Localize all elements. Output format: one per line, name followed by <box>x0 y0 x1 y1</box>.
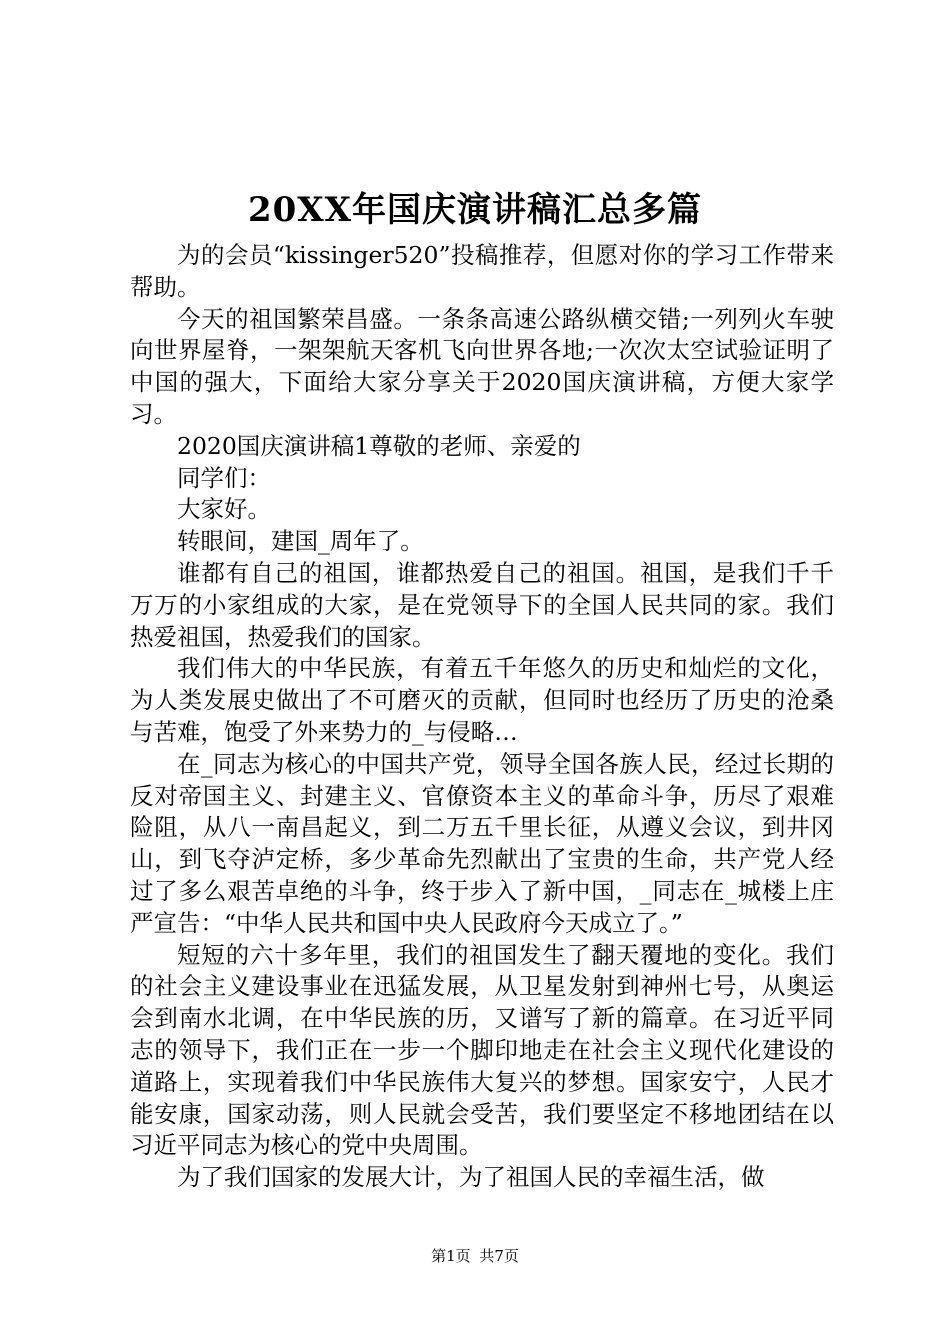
page-footer <box>0 1246 950 1266</box>
paragraph: 谁都有自己的祖国，谁都热爱自己的祖国。祖国，是我们千千万万的小家组成的大家，是在党领导下的全国人民共同的家。我们热爱祖国，热爱我们的国家。 <box>130 558 834 651</box>
paragraph: 2020国庆演讲稿1尊敬的老师、亲爱的 <box>177 431 581 460</box>
paragraph: 大家好。 <box>177 495 271 524</box>
paragraph: 转眼间，建国_周年了。 <box>177 527 424 556</box>
page-number: 第1页 <box>431 1247 471 1265</box>
paragraph: 我们伟大的中华民族，有着五千年悠久的历史和灿烂的文化，为人类发展史做出了不可磨灭的贡献，但同时也经历了历史的沧桑与苦难，饱受了外来势力的_与侵略… <box>130 654 834 746</box>
paragraph: 为的会员“kissinger520”投稿推荐，但愿对你的学习工作带来帮助。 <box>130 241 834 301</box>
paragraph: 为了我们国家的发展大计，为了祖国人民的幸福生活，做 <box>177 1163 765 1192</box>
paragraph: 短短的六十多年里，我们的祖国发生了翻天覆地的变化。我们的社会主义建设事业在迅猛发展，从卫星发射到神州七号，从奥运会到南水北调，在中华民族的历，又谱写了新的篇章。在习近平同志的领导下，我们正在一步一个脚印地走在社会主义现代化建设的道路上，实现着我们中华民族伟大复兴的梦想。国家安宁，人民才能安康，国家动荡，则人民就会受苦，我们要坚定不移地团结在以习近平同志为核心的党中央周围。 <box>130 940 834 1160</box>
page-title: 20XX年国庆演讲稿汇总多篇 <box>247 190 703 230</box>
page-total: 共7页 <box>479 1247 519 1265</box>
document-body <box>130 240 834 1194</box>
paragraph: 今天的祖国繁荣昌盛。一条条高速公路纵横交错;一列列火车驶向世界屋脊，一架架航天客机飞向世界各地;一次次太空试验证明了中国的强大，下面给大家分享关于2020国庆演讲稿，方便大家学习。 <box>130 304 834 428</box>
paragraph: 在_同志为核心的中国共产党，领导全国各族人民，经过长期的反对帝国主义、封建主义、官僚资本主义的革命斗争，历尽了艰难险阻，从八一南昌起义，到二万五千里长征，从遵义会议，到井冈山，到飞夺泸定桥，多少革命先烈献出了宝贵的生命，共产党人经过了多么艰苦卓绝的斗争，终于步入了新中国，_同志在_城楼上庄严宣告：“中华人民共和国中央人民政府今天成立了。” <box>130 749 834 937</box>
paragraph: 同学们： <box>177 463 271 492</box>
